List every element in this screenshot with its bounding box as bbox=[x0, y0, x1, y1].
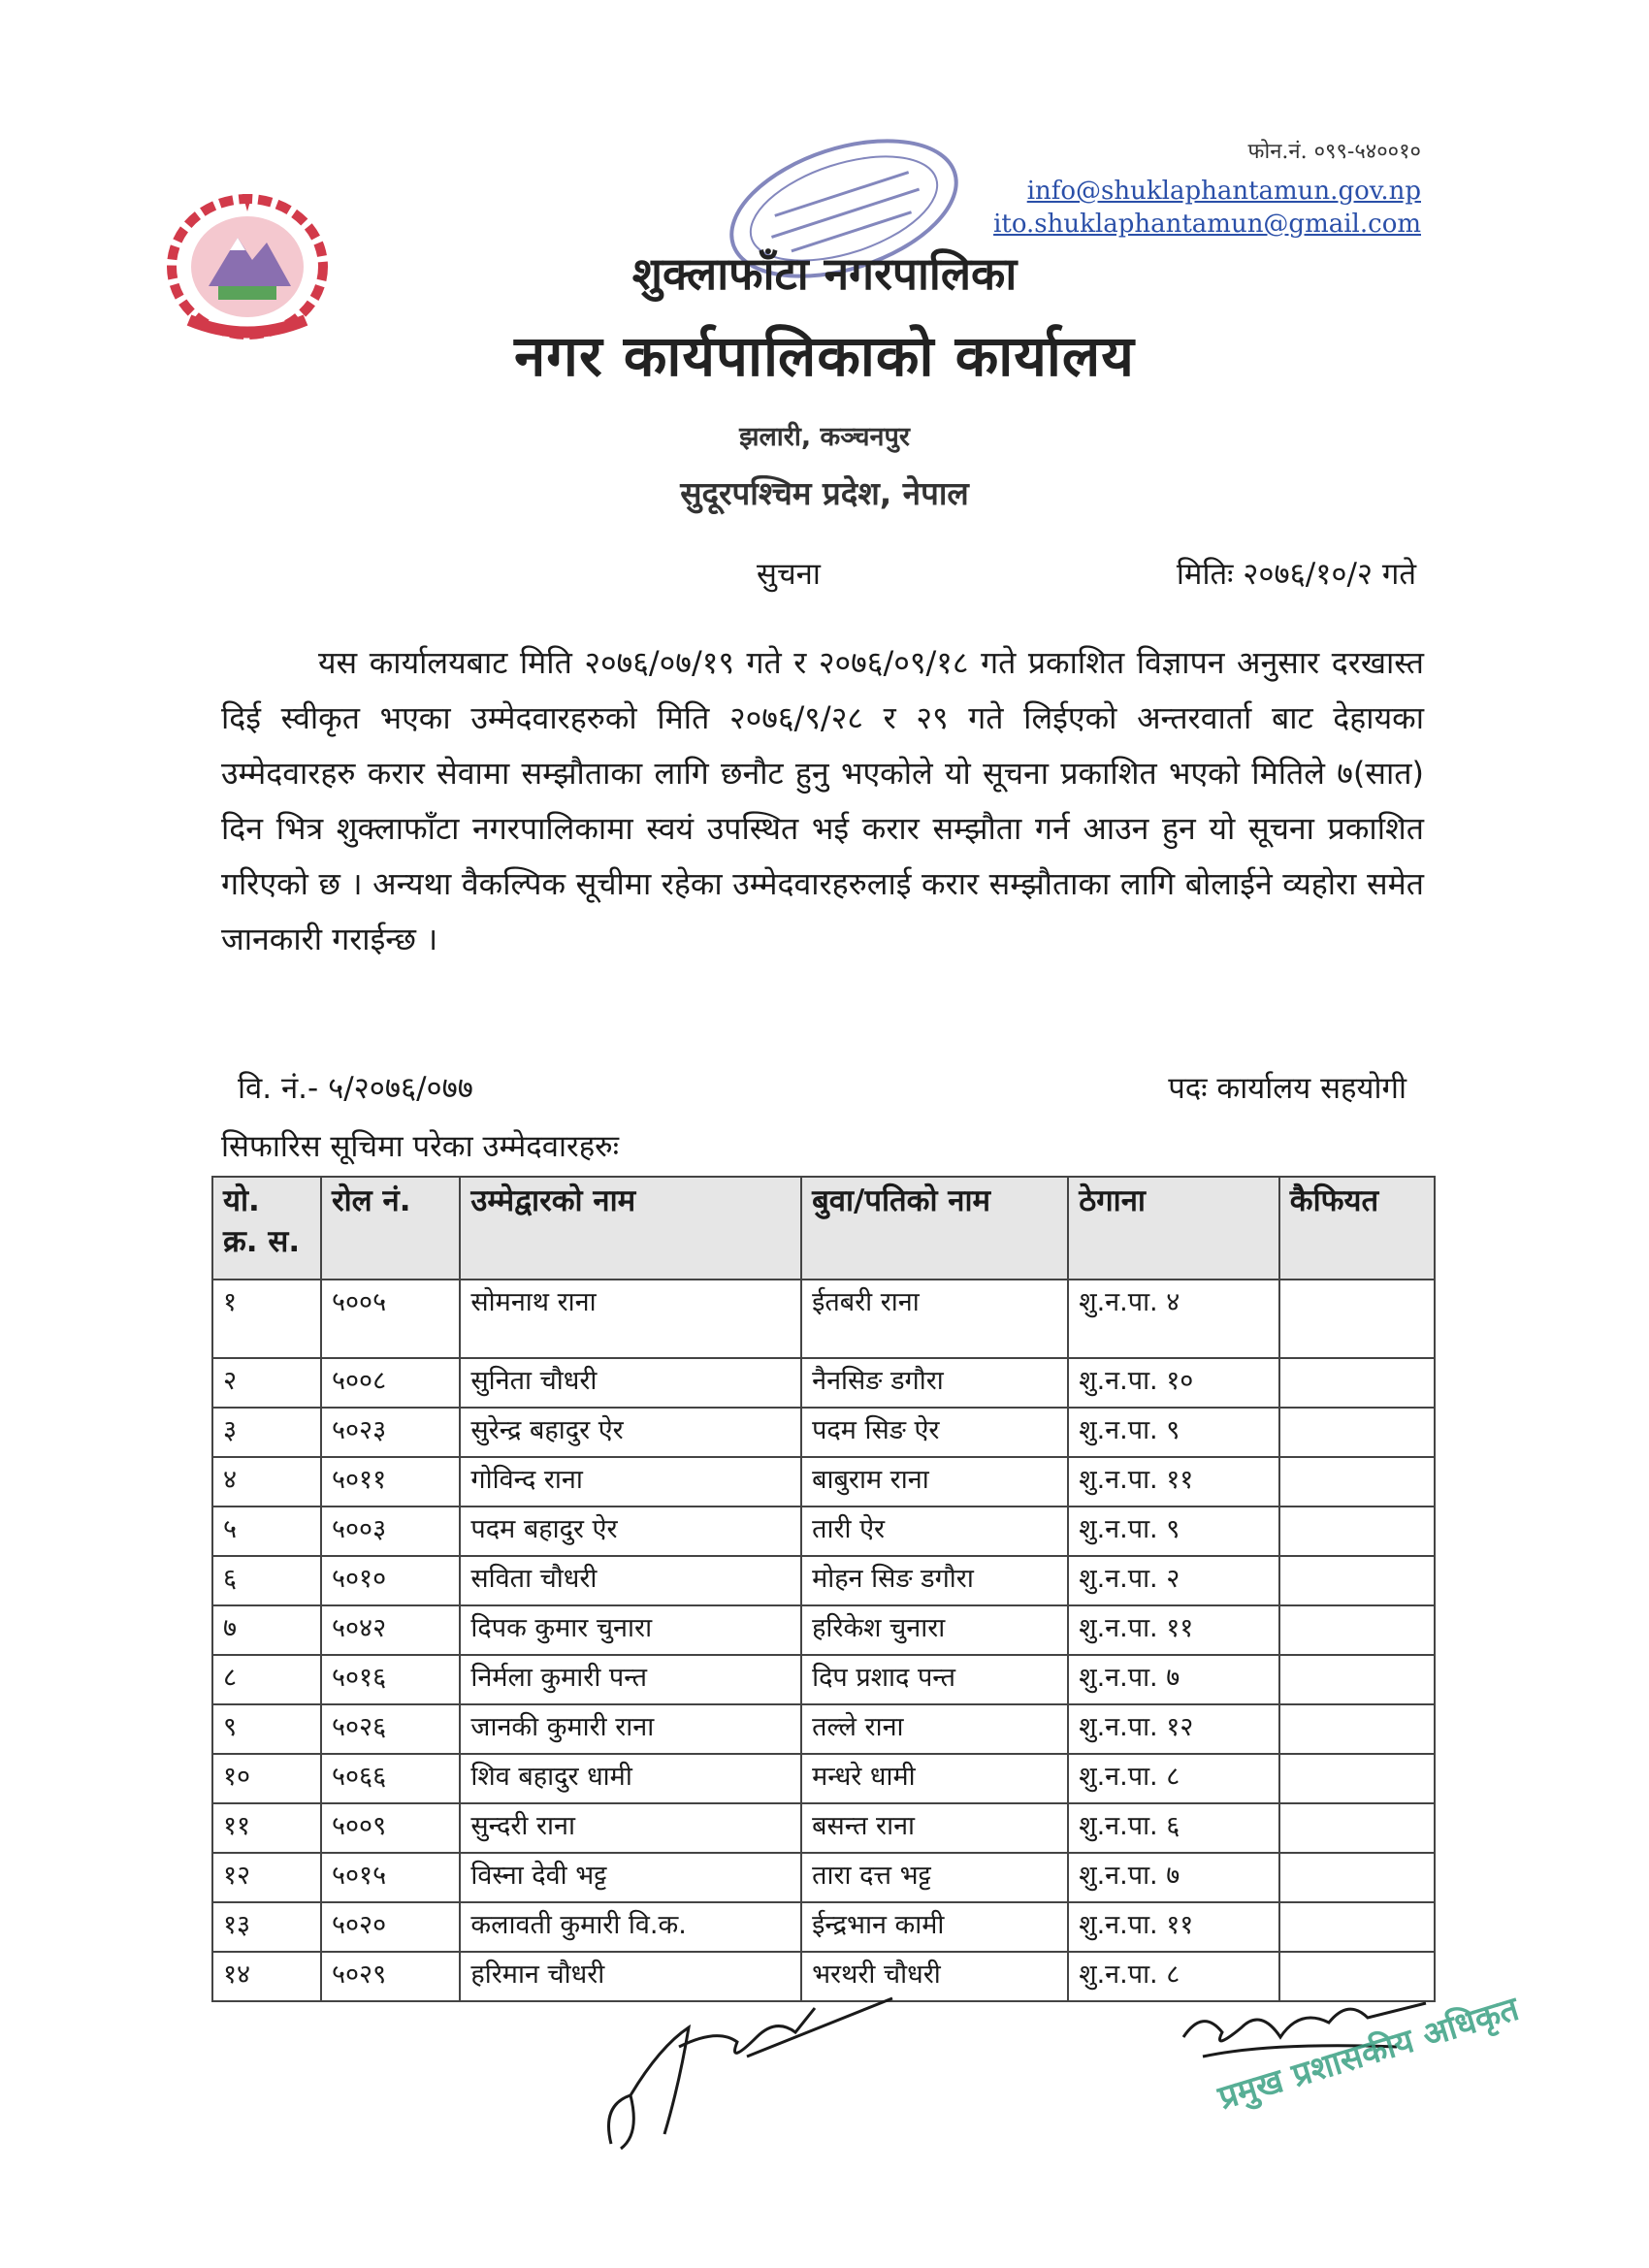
cell-name: सुनिता चौधरी bbox=[460, 1358, 801, 1408]
cell-address: शु.न.पा. ७ bbox=[1068, 1655, 1279, 1704]
cell-parent: तारा दत्त भट्ट bbox=[801, 1853, 1068, 1902]
header-name: उम्मेद्वारको नाम bbox=[460, 1177, 801, 1280]
cell-name: सविता चौधरी bbox=[460, 1556, 801, 1605]
notice-date: मितिः २०७६/१०/२ गते bbox=[1176, 557, 1416, 592]
cell-roll: ५००५ bbox=[321, 1280, 460, 1358]
cell-roll: ५०२९ bbox=[321, 1952, 460, 2001]
cell-parent: हरिकेश चुनारा bbox=[801, 1605, 1068, 1655]
cell-sn: १० bbox=[212, 1754, 321, 1803]
cell-address: शु.न.पा. ६ bbox=[1068, 1803, 1279, 1853]
cell-roll: ५०१५ bbox=[321, 1853, 460, 1902]
cell-roll: ५०४२ bbox=[321, 1605, 460, 1655]
cell-sn: ९ bbox=[212, 1704, 321, 1754]
table-header-row bbox=[212, 1177, 1435, 1280]
cell-parent: ईन्द्रभान कामी bbox=[801, 1902, 1068, 1952]
cell-remarks bbox=[1279, 1754, 1435, 1803]
cell-roll: ५०१० bbox=[321, 1556, 460, 1605]
advertisement-number: वि. नं.- ५/२०७६/०७७ bbox=[238, 1071, 473, 1106]
cell-name: सोमनाथ राना bbox=[460, 1280, 801, 1358]
table-row bbox=[212, 1605, 1435, 1655]
cell-address: शु.न.पा. ९ bbox=[1068, 1507, 1279, 1556]
cell-address: शु.न.पा. १० bbox=[1068, 1358, 1279, 1408]
phone-number: फोन.नं. ०९९-५४००१० bbox=[1247, 140, 1421, 164]
cell-parent: बाबुराम राना bbox=[801, 1457, 1068, 1507]
cell-sn: ७ bbox=[212, 1605, 321, 1655]
cell-remarks bbox=[1279, 1605, 1435, 1655]
cell-parent: ईतबरी राना bbox=[801, 1280, 1068, 1358]
table-row bbox=[212, 1803, 1435, 1853]
cell-sn: १३ bbox=[212, 1902, 321, 1952]
table-row bbox=[212, 1704, 1435, 1754]
cell-parent: पदम सिङ ऐर bbox=[801, 1408, 1068, 1457]
cell-parent: नैनसिङ डगौरा bbox=[801, 1358, 1068, 1408]
cell-remarks bbox=[1279, 1556, 1435, 1605]
official-email-link[interactable]: info@shuklaphantamun.gov.np bbox=[1026, 177, 1421, 206]
contact-block bbox=[993, 136, 1421, 241]
cell-address: शु.न.पा. ११ bbox=[1068, 1605, 1279, 1655]
chief-officer-stamp: प्रमुख प्रशासकीय अधिकृत bbox=[1213, 1989, 1524, 2119]
cell-sn: ३ bbox=[212, 1408, 321, 1457]
cell-sn: ८ bbox=[212, 1655, 321, 1704]
table-row bbox=[212, 1853, 1435, 1902]
cell-address: शु.न.पा. ८ bbox=[1068, 1952, 1279, 2001]
cell-remarks bbox=[1279, 1507, 1435, 1556]
cell-roll: ५०१६ bbox=[321, 1655, 460, 1704]
cell-address: शु.न.पा. २ bbox=[1068, 1556, 1279, 1605]
cell-roll: ५००८ bbox=[321, 1358, 460, 1408]
cell-remarks bbox=[1279, 1457, 1435, 1507]
cell-name: शिव बहादुर धामी bbox=[460, 1754, 801, 1803]
cell-name: विस्ना देवी भट्ट bbox=[460, 1853, 801, 1902]
cell-sn: ६ bbox=[212, 1556, 321, 1605]
cell-remarks bbox=[1279, 1902, 1435, 1952]
cell-address: शु.न.पा. ९ bbox=[1068, 1408, 1279, 1457]
cell-address: शु.न.पा. ११ bbox=[1068, 1457, 1279, 1507]
cell-parent: तारी ऐर bbox=[801, 1507, 1068, 1556]
cell-name: निर्मला कुमारी पन्त bbox=[460, 1655, 801, 1704]
cell-name: जानकी कुमारी राना bbox=[460, 1704, 801, 1754]
header-sn bbox=[212, 1177, 321, 1280]
cell-name: दिपक कुमार चुनारा bbox=[460, 1605, 801, 1655]
cell-remarks bbox=[1279, 1358, 1435, 1408]
table-row bbox=[212, 1457, 1435, 1507]
table-row bbox=[212, 1556, 1435, 1605]
cell-roll: ५००३ bbox=[321, 1507, 460, 1556]
cell-roll: ५०११ bbox=[321, 1457, 460, 1507]
cell-name: सुरेन्द्र बहादुर ऐर bbox=[460, 1408, 801, 1457]
cell-address: शु.न.पा. १२ bbox=[1068, 1704, 1279, 1754]
cell-roll: ५०२३ bbox=[321, 1408, 460, 1457]
cell-parent: भरथरी चौधरी bbox=[801, 1952, 1068, 2001]
candidate-table-body bbox=[212, 1280, 1435, 2001]
header-parent: बुवा/पतिको नाम bbox=[801, 1177, 1068, 1280]
cell-name: कलावती कुमारी वि.क. bbox=[460, 1902, 801, 1952]
cell-name: पदम बहादुर ऐर bbox=[460, 1507, 801, 1556]
cell-name: हरिमान चौधरी bbox=[460, 1952, 801, 2001]
cell-address: शु.न.पा. ८ bbox=[1068, 1754, 1279, 1803]
cell-address: शु.न.पा. ४ bbox=[1068, 1280, 1279, 1358]
table-row bbox=[212, 1408, 1435, 1457]
cell-address: शु.न.पा. ११ bbox=[1068, 1902, 1279, 1952]
table-row bbox=[212, 1754, 1435, 1803]
cell-parent: मन्धरे धामी bbox=[801, 1754, 1068, 1803]
notice-body: यस कार्यालयबाट मिति २०७६/०७/१९ गते र २०७६/०९/१८ गते प्रकाशित विज्ञापन अनुसार दरखास्त दिई स्वीकृत भएका उम्मेदवारहरुको मिति २०७६/९/२८ र २९ गते लिईएको अन्तरवार्ता बाट देहायका उम्मेदवारहरु करार सेवामा सम्झौताका लागि छनौट हुनु भएकोले यो सूचना प्रकाशित भएको मितिले ७(सात) दिन भित्र शुक्लाफाँटा नगरपालिकामा स्वयं उपस्थित भई करार सम्झौता गर्न आउन हुन यो सूचना प्रकाशित गरिएको छ । अन्यथा वैकल्पिक सूचीमा रहेका उम्मेदवारहरुलाई करार सम्झौताका लागि बोलाईने व्यहोरा समेत जानकारी गराईन्छ । bbox=[221, 644, 1424, 957]
ito-email-link[interactable]: ito.shuklaphantamun@gmail.com bbox=[993, 210, 1421, 239]
cell-name: गोविन्द राना bbox=[460, 1457, 801, 1507]
cell-address: शु.न.पा. ७ bbox=[1068, 1853, 1279, 1902]
recommended-list-heading: सिफारिस सूचिमा परेका उम्मेदवारहरुः bbox=[221, 1129, 619, 1164]
cell-remarks bbox=[1279, 1408, 1435, 1457]
notice-title: सुचना bbox=[757, 557, 821, 592]
cell-roll: ५०६६ bbox=[321, 1754, 460, 1803]
post-title: पदः कार्यालय सहयोगी bbox=[1168, 1071, 1406, 1106]
cell-parent: बसन्त राना bbox=[801, 1803, 1068, 1853]
municipality-name: शुक्लाफाँटा नगरपालिका bbox=[631, 247, 1018, 300]
cell-sn: १४ bbox=[212, 1952, 321, 2001]
cell-parent: तल्ले राना bbox=[801, 1704, 1068, 1754]
cell-parent: दिप प्रशाद पन्त bbox=[801, 1655, 1068, 1704]
cell-remarks bbox=[1279, 1655, 1435, 1704]
cell-sn: ४ bbox=[212, 1457, 321, 1507]
header-remarks: कैफियत bbox=[1279, 1177, 1435, 1280]
cell-sn: ५ bbox=[212, 1507, 321, 1556]
handwritten-signature-icon bbox=[572, 1989, 902, 2154]
cell-roll: ५०२० bbox=[321, 1902, 460, 1952]
cell-sn: ११ bbox=[212, 1803, 321, 1853]
header-sn-line2: क्र. स. bbox=[223, 1224, 301, 1259]
table-row bbox=[212, 1655, 1435, 1704]
cell-roll: ५००९ bbox=[321, 1803, 460, 1853]
province-name: सुदूरपश्चिम प्रदेश, नेपाल bbox=[680, 474, 969, 512]
cell-parent: मोहन सिङ डगौरा bbox=[801, 1556, 1068, 1605]
cell-remarks bbox=[1279, 1853, 1435, 1902]
table-row bbox=[212, 1358, 1435, 1408]
cell-remarks bbox=[1279, 1803, 1435, 1853]
header-roll: रोल नं. bbox=[321, 1177, 460, 1280]
table-row bbox=[212, 1507, 1435, 1556]
table-row bbox=[212, 1902, 1435, 1952]
cell-name: सुन्दरी राना bbox=[460, 1803, 801, 1853]
cell-remarks bbox=[1279, 1280, 1435, 1358]
office-address: झलारी, कञ्चनपुर bbox=[739, 422, 910, 452]
cell-remarks bbox=[1279, 1704, 1435, 1754]
office-name: नगर कार्यपालिकाको कार्यालय bbox=[514, 323, 1135, 389]
header-address: ठेगाना bbox=[1068, 1177, 1279, 1280]
candidate-table bbox=[211, 1176, 1436, 2002]
cell-sn: १ bbox=[212, 1280, 321, 1358]
cell-sn: २ bbox=[212, 1358, 321, 1408]
table-row bbox=[212, 1280, 1435, 1358]
cell-sn: १२ bbox=[212, 1853, 321, 1902]
cell-roll: ५०२६ bbox=[321, 1704, 460, 1754]
header-sn-line1: यो. bbox=[223, 1183, 260, 1218]
